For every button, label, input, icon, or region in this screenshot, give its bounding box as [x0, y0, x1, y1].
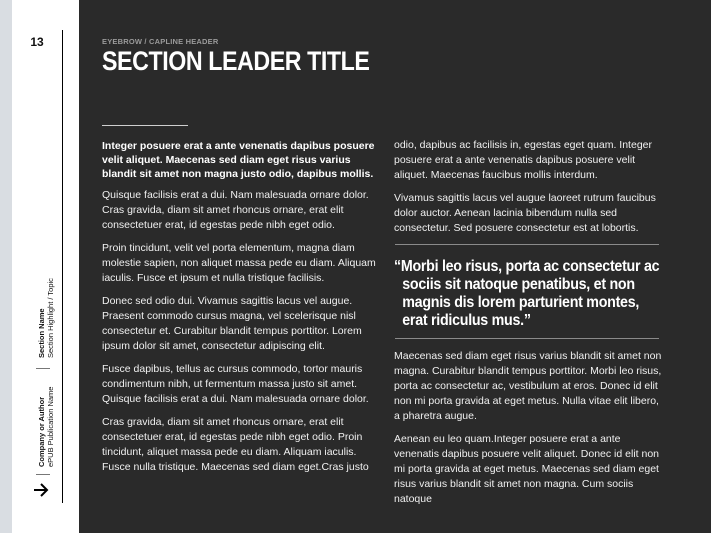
sidebar-separator [36, 474, 50, 475]
body-paragraph: Quisque facilisis erat a dui. Nam malesuada ornare dolor. Cras gravida, diam sit amet rhoncus ornare, erat elit consectetuer erat, id egestas pede nibh eget odio. [102, 189, 369, 231]
section-name: Section Name [37, 308, 46, 358]
arrow-right-icon[interactable] [31, 481, 51, 499]
page-edge-strip [0, 0, 12, 533]
body-paragraph: odio, dapibus ac facilisis in, egestas eget quam. Integer posuere erat a ante venenatis dapibus posuere velit aliquet. Maecenas faucibus mollis interdum. [394, 139, 652, 181]
body-paragraph: Aenean eu leo quam.Integer posuere erat a ante venenatis dapibus posuere velit aliquet. Donec id elit non mi porta gravida at eget metus. Maecenas sed diam eget risus varius blandit sit amet non magna. Cum sociis natoque [394, 433, 660, 505]
right-column [394, 138, 666, 515]
body-paragraph: Fusce dapibus, tellus ac cursus commodo, tortor mauris condimentum nibh, ut fermentum massa justo sit amet. Quisque facilisis erat a dui. Nam malesuada ornare dolor. [102, 363, 369, 405]
section-topic: Section Highlight / Topic [45, 278, 55, 358]
body-paragraph: Proin tincidunt, velit vel porta elementum, magna diam molestie sapien, non aliquet massa pede eu diam. Aliquam iaculis. Fusce et ipsum et nulla tristique facilisis. [102, 242, 376, 284]
body-paragraph: Maecenas sed diam eget risus varius blandit sit amet non magna. Curabitur blandit tempus porttitor. Morbi leo risus, porta ac consectetur ac, vestibulum at eros. Donec id elit non mi porta gravida at eget metus. Nulla vitae elit libero, a pharetra augue. [394, 350, 662, 422]
publication-name: ePUB Publication Name [45, 386, 55, 467]
section-label [38, 278, 55, 358]
pull-quote [394, 245, 661, 338]
pull-quote-text: “Morbi leo risus, porta ac consectetur ac sociis sit natoque penatibus, et non magnis dis lorem parturient montes, erat ridiculus mus.” [394, 258, 660, 329]
company-name: Company or Author [37, 396, 46, 467]
body-paragraph: Vivamus sagittis lacus vel augue laoreet rutrum faucibus dolor auctor. Aenean lacinia bibendum nulla sed consectetur. Sed posuere consectetur est at lobortis. [394, 192, 656, 234]
eyebrow-header: EYEBROW / CAPLINE HEADER [102, 37, 219, 46]
page-title: SECTION LEADER TITLE [102, 46, 370, 76]
sidebar-divider [62, 30, 63, 503]
body-paragraph: Donec sed odio dui. Vivamus sagittis lacus vel augue. Praesent commodo cursus magna, vel scelerisque nisl consectetur et. Curabitur blandit tempus porttitor. Lorem ipsum dolor sit amet, consectetur adipiscing elit. [102, 295, 362, 352]
left-column [102, 139, 382, 483]
title-rule [102, 125, 188, 126]
pull-quote-rule-bottom [395, 338, 659, 339]
publication-label [38, 387, 55, 467]
sidebar-separator [36, 368, 50, 369]
page-number: 13 [30, 35, 44, 49]
lead-paragraph: Integer posuere erat a ante venenatis dapibus posuere velit aliquet. Maecenas sed diam eget risus varius blandit sit amet non magna justo odio, dapibus mollis. [102, 140, 375, 180]
body-paragraph: Cras gravida, diam sit amet rhoncus ornare, erat elit consectetuer erat, id egestas pede nibh eget odio. Proin tincidunt, aliquet massa pede eu diam. Aliquam iaculis. Fusce nulla tristique. Maecenas sed diam eget.Cras justo [102, 416, 369, 473]
